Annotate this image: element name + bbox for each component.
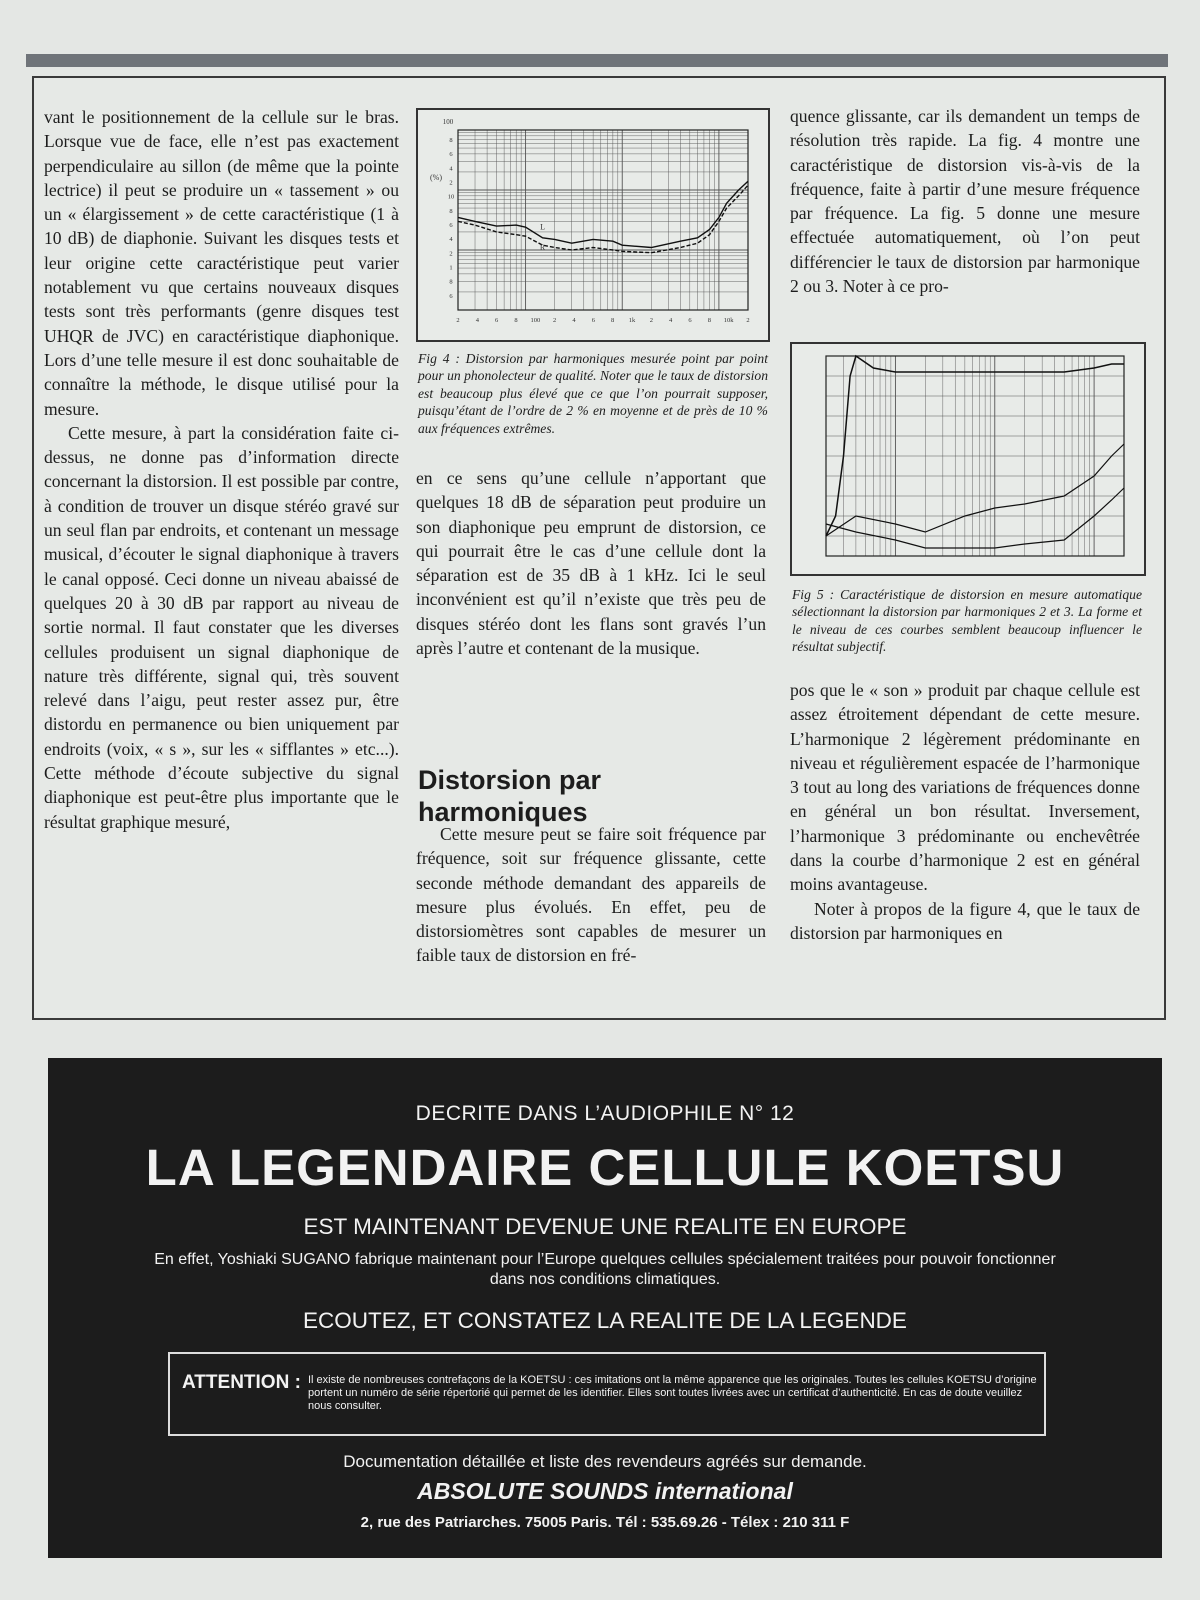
section-heading: Distorsion par harmoniques [418, 765, 602, 827]
x-tick-label: 2 [553, 317, 557, 324]
brand-name: ABSOLUTE SOUNDS international [417, 1478, 793, 1504]
y-tick-label: 2 [449, 179, 453, 187]
x-tick-label: 6 [688, 317, 692, 324]
header-rule [26, 54, 1168, 67]
ad-body: En effet, Yoshiaki SUGANO fabrique maintenant pour l’Europe quelques cellules spécialement traitées pour pouvoir fonctionner dans nos conditions climatiques. [154, 1251, 1056, 1288]
paragraph: pos que le « son » produit par chaque cellule est assez étroitement dépendant de cette mesure. L’harmonique 2 légèrement prédominante en niveau et régulièrement espacée de l’harmonique 3 tout au long des variations de fréquences donne en général un bon résultat. Inversement, l’harmonique 3 prédominante ou enchevêtrée dans la courbe d’harmonique 2 est en général moins avantageuse. [790, 680, 1140, 895]
y-tick-label: 6 [449, 151, 453, 159]
column-3 [790, 104, 1140, 298]
column-2 [416, 466, 766, 660]
y-tick-label: 1 [449, 264, 453, 272]
x-tick-label: 4 [572, 317, 576, 324]
figure-5-plot [792, 344, 1144, 574]
column-1 [44, 105, 399, 834]
y-axis-unit-label: (%) [430, 173, 442, 182]
figure-4-chart [416, 108, 770, 342]
x-tick-label: 2 [649, 317, 653, 324]
column-3-continued [790, 678, 1140, 945]
y-tick-label: 8 [449, 137, 453, 144]
paragraph: Cette mesure, à part la considération faite ci-dessus, ne donne pas d’information directe concernant la distorsion. Il est possible par contre, à condition de trouver un disque stéréo gravé sur un seul flan par endroits, et contenant un message musical, d’écouter le signal diaphonique à travers le canal opposé. Ceci donne un niveau abaissé de quelques 20 à 30 dB par rapport au niveau de sortie normal. Il faut constater que les diverses cellules produisent un signal diaphonique de nature très différente, signal qui, très souvent relevé dans l’aigu, peut rester assez pur, être distordu en permanence ou bien uniquement par endroits (voix, « s », sur les « sifflantes » etc...). Cette méthode d’écoute subjective du signal diaphonique est peut-être plus importante que le résultat graphique mesuré, [44, 422, 399, 832]
curve-label-L: L [540, 222, 546, 232]
x-tick-label: 100 [530, 317, 541, 324]
x-tick-label: 10k [723, 317, 734, 324]
article [32, 76, 1166, 1020]
x-tick-label: 2 [746, 317, 750, 324]
series-line-R [458, 185, 748, 253]
x-tick-label: 8 [514, 317, 518, 324]
series-line-2 [826, 444, 1124, 536]
attention-box [168, 1352, 1046, 1436]
ad-subtitle: EST MAINTENANT DEVENUE UNE REALITE EN EUROPE [303, 1214, 907, 1239]
y-tick-label: 10 [447, 193, 455, 201]
paragraph: quence glissante, car ils demandent un temps de résolution très rapide. La fig. 4 montre une caractéristique de distorsion vis-à-vis de la fréquence, faite à partir d’une mesure fréquence par fréquence. La fig. 5 donne une mesure effectuée automatiquement, où l’on peut différencier le taux de distorsion par harmonique 2 ou 3. Noter à ce pro- [790, 106, 1140, 297]
column-2-continued [416, 822, 766, 968]
y-tick-label: 8 [449, 278, 453, 286]
x-tick-label: 4 [669, 317, 673, 324]
y-tick-label: 4 [449, 165, 453, 173]
figure-5-chart [790, 342, 1146, 576]
ad-call-to-action: ECOUTEZ, ET CONSTATEZ LA REALITE DE LA LEGENDE [303, 1308, 907, 1333]
ad-documentation: Documentation détaillée et liste des revendeurs agréés sur demande. [343, 1452, 867, 1471]
koetsu-advertisement [48, 1058, 1162, 1558]
figure-4-caption: Fig 4 : Distorsion par harmoniques mesurée point par point pour un phonolecteur de qualité. Noter que le taux de distorsion est beaucoup plus élevé que ce que l’on pourrait supposer, puisqu’étant de l’ordre de 2 % en moyenne et de près de 10 % aux fréquences extrêmes. [418, 351, 768, 436]
y-axis-top-label: 100 [442, 118, 454, 126]
paragraph: Cette mesure peut se faire soit fréquence par fréquence, soit sur fréquence glissante, cette seconde méthode demandant des appareils de mesure plus évolués. En effet, peu de distorsiomètres sont capables de mesurer un faible taux de distorsion en fré- [416, 824, 766, 966]
y-tick-label: 4 [449, 236, 453, 244]
y-tick-label: 8 [449, 207, 453, 215]
ad-title: LA LEGENDAIRE CELLULE KOETSU [145, 1139, 1065, 1196]
figure-5-caption: Fig 5 : Caractéristique de distorsion en mesure automatique sélectionnant la distorsion par harmoniques 2 et 3. La forme et le niveau de ces courbes semblent beaucoup influencer le résultat subjectif. [792, 587, 1142, 655]
figure-4-plot [418, 110, 768, 340]
x-tick-label: 6 [495, 317, 499, 324]
attention-text: Il existe de nombreuses contrefaçons de la KOETSU : ces imitations ont la même apparence que les originales. Toutes les cellules KOETSU d’origine portent un numéro de série répertorié qui permet de les identifier. Elles sont toutes livrées avec un certificat d’authenticité. En cas de doute veuillez nous consulter. [308, 1374, 1037, 1412]
y-tick-label: 2 [449, 250, 453, 258]
attention-label: ATTENTION : [182, 1372, 301, 1393]
x-tick-label: 4 [475, 317, 479, 324]
x-tick-label: 6 [591, 317, 595, 324]
x-tick-label: 8 [611, 317, 615, 324]
curve-label-R: R [539, 243, 546, 252]
x-tick-label: 1k [628, 317, 636, 324]
y-tick-label: 6 [449, 222, 453, 229]
y-tick-label: 6 [449, 292, 453, 300]
brand-address: 2, rue des Patriarches. 75005 Paris. Tél : 535.69.26 - Télex : 210 311 F [360, 1514, 850, 1531]
paragraph: vant le positionnement de la cellule sur le bras. Lorsque vue de face, elle n’est pas exactement perpendiculaire au sillon (de même que la pointe lectrice) il peut se produire un « tassement » ou un « élargissement » de cette caractéristique (1 à 10 dB) de diaphonie. Suivant les disques tests et leur origine cette caractéristique peut varier notablement vu que certains nouveaux disques tests sont très performants (genre disques test UHQR de JVC) en caractéristique diaphonique. Lors d’une telle mesure il est donc souhaitable de connaître la méthode, le disque utilisé pour la mesure. [44, 107, 399, 419]
series-line-3 [826, 488, 1124, 548]
paragraph: en ce sens qu’une cellule n’apportant que quelques 18 dB de séparation peut produire un son diaphonique peu emprunt de distorsion, ce qui pourrait être le cas d’une cellule dont la séparation est de 35 dB à 1 kHz. Ici le seul inconvénient est qu’il n’existe que très peu de disques stéréo dont les flans sont gravés l’un après l’autre et contenant de la musique. [416, 468, 766, 659]
ad-kicker: DECRITE DANS L’AUDIOPHILE N° 12 [415, 1102, 795, 1125]
x-tick-label: 2 [456, 317, 460, 324]
plot-frame [458, 130, 748, 310]
paragraph: Noter à propos de la figure 4, que le taux de distorsion par harmoniques en [790, 898, 1140, 943]
x-tick-label: 8 [707, 317, 711, 324]
series-line-1 [826, 356, 1124, 536]
